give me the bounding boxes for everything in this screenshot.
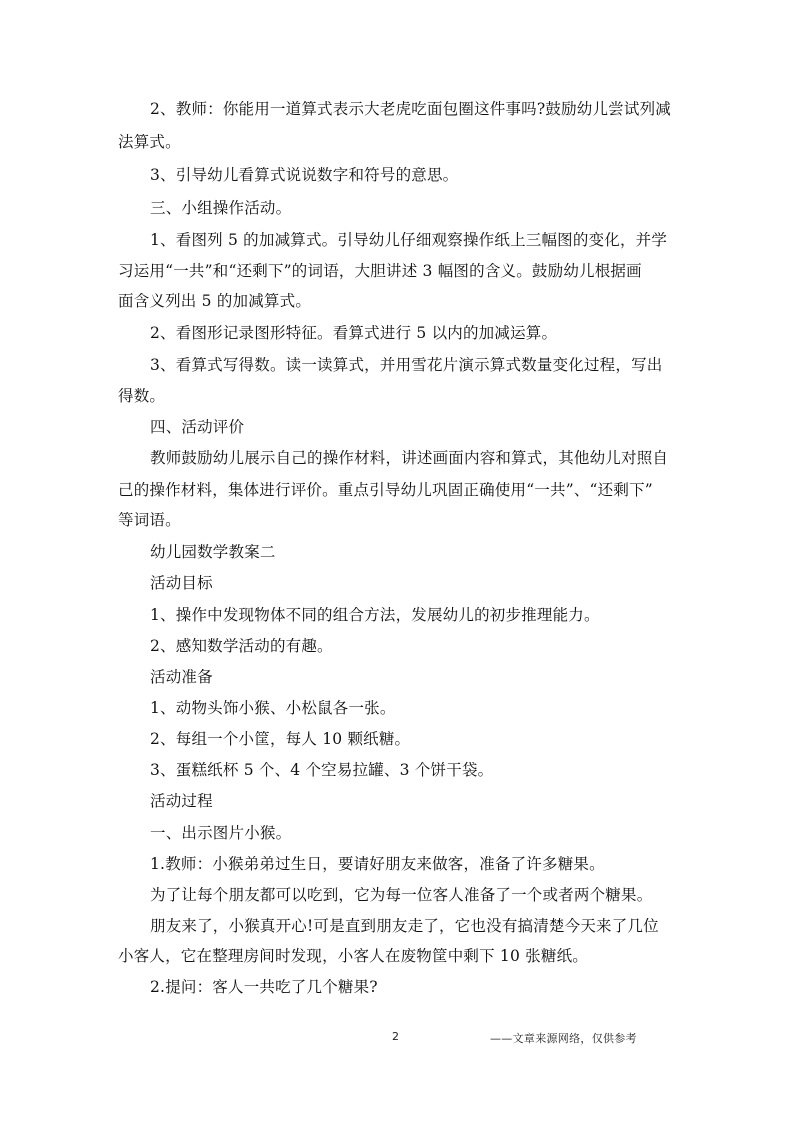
footer-note: ——文章来源网络，仅供参考 [490, 1032, 637, 1045]
text-line: 3、引导幼儿看算式说说数字和符号的意思。 [150, 166, 459, 184]
text-line: 为了让每个朋友都可以吃到，它为每一位客人准备了一个或者两个糖果。 [150, 886, 653, 904]
section-heading: 四、活动评价 [150, 418, 245, 436]
text-line: 得数。 [118, 387, 166, 405]
text-line: 2、每组一个小筐，每人 10 颗纸糖。 [150, 730, 411, 748]
text-line: 法算式。 [118, 133, 181, 151]
text-line: 2.提问：客人一共吃了几个糖果? [150, 978, 378, 996]
text-line: 小客人，它在整理房间时发现，小客人在废物筐中剩下 10 张糖纸。 [118, 947, 588, 965]
text-line: 朋友来了，小猴真开心!可是直到朋友走了，它也没有搞清楚今天来了几位 [150, 917, 659, 935]
text-line: 习运用“一共”和“还剩下”的词语，大胆讲述 3 幅图的含义。鼓励幼儿根据画 [118, 262, 642, 280]
text-line: 1、操作中发现物体不同的组合方法，发展幼儿的初步推理能力。 [150, 606, 600, 624]
section-heading: 三、小组操作活动。 [150, 199, 292, 217]
page-number: 2 [392, 1030, 399, 1043]
text-line: 2、看图形记录图形特征。看算式进行 5 以内的加减运算。 [150, 324, 558, 342]
text-line: 3、看算式写得数。读一读算式，并用雪花片演示算式数量变化过程，写出 [150, 356, 663, 374]
text-line: 面含义列出 5 的加减算式。 [118, 292, 312, 310]
text-line: 1.教师：小猴弟弟过生日，要请好朋友来做客，准备了许多糖果。 [150, 855, 605, 873]
text-line: 2、教师：你能用一道算式表示大老虎吃面包圈这件事吗?鼓励幼儿尝试列减 [150, 100, 671, 118]
section-heading: 活动准备 [150, 668, 213, 686]
text-line: 己的操作材料，集体进行评价。重点引导幼儿巩固正确使用“一共”、“还剩下” [118, 481, 653, 499]
section-heading: 幼儿园数学教案二 [150, 543, 276, 561]
section-heading: 活动过程 [150, 792, 213, 810]
text-line: 1、看图列 5 的加减算式。引导幼儿仔细观察操作纸上三幅图的变化，并学 [150, 231, 668, 249]
text-line: 2、感知数学活动的有趣。 [150, 637, 333, 655]
text-line: 1、动物头饰小猴、小松鼠各一张。 [150, 699, 396, 717]
text-line: 教师鼓励幼儿展示自己的操作材料，讲述画面内容和算式，其他幼儿对照自 [150, 449, 669, 467]
section-heading: 活动目标 [150, 574, 213, 592]
section-heading: 一、出示图片小猴。 [150, 824, 292, 842]
text-line: 3、蛋糕纸杯 5 个、4 个空易拉罐、3 个饼干袋。 [150, 761, 494, 779]
text-line: 等词语。 [118, 511, 181, 529]
